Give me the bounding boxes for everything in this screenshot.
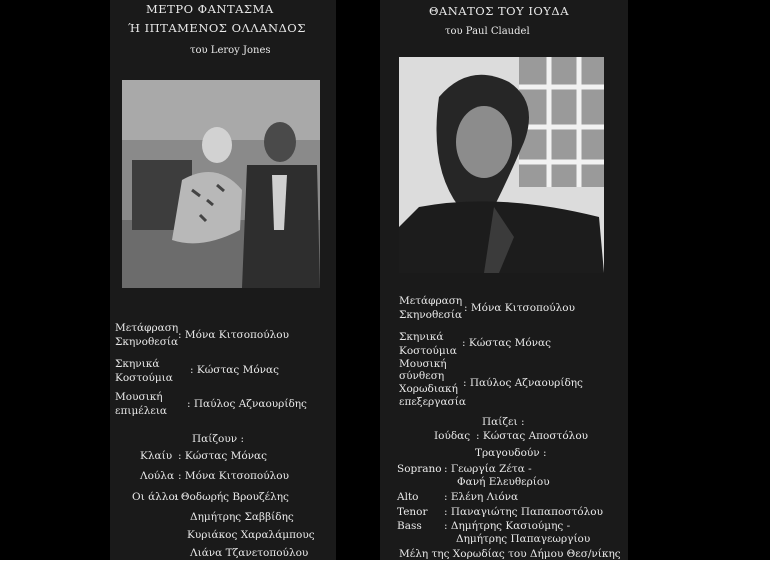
right-choir: Μέλη της Χορωδίας του Δήμου Θεσ/νίκης (399, 548, 621, 560)
right-margin (628, 0, 770, 560)
right-singer6-name: Δημήτρης Παπαγεωργίου (456, 533, 591, 545)
left-cast-heading: Παίζουν : (192, 433, 245, 445)
right-leaflet (380, 0, 628, 560)
left-other3: Λιάνα Τζανετοπούλου (190, 547, 309, 559)
right-plays-name: : Κώστας Αποστόλου (476, 430, 589, 442)
left-credit2-role2: Κοστούμια (115, 372, 173, 384)
left-title-line1: ΜΕΤΡΟ ΦΑΝΤΑΣΜΑ (146, 2, 274, 16)
left-cast1-name: : Κώστας Μόνας (178, 450, 267, 462)
left-cast3-name: : Θοδωρής Βρουζέλης (174, 491, 289, 503)
right-singer3-name: : Ελένη Λιόνα (444, 491, 519, 503)
left-cast1-role: Κλαίυ (140, 450, 173, 462)
right-singer5-voice: Bass (397, 520, 422, 532)
left-credit2-role1: Σκηνικά (115, 358, 160, 370)
left-credit2-name: : Κώστας Μόνας (190, 364, 279, 376)
left-credit1-name: : Μόνα Κιτσοπούλου (178, 329, 289, 341)
right-photo (399, 57, 604, 273)
left-title-line2: Ή ΙΠΤΑΜΕΝΟΣ ΟΛΛΑΝΔΟΣ (128, 21, 306, 35)
left-leaflet (110, 0, 336, 560)
left-photo (122, 80, 320, 288)
left-credit3-name: : Παύλος Αζναουρίδης (187, 398, 307, 410)
right-plays-heading: Παίζει : (482, 416, 525, 428)
left-credit3-role1: Μουσική (115, 391, 163, 403)
right-credit1-name: : Μόνα Κιτσοπούλου (464, 302, 575, 314)
left-other1: Δημήτρης Σαββίδης (190, 511, 294, 523)
left-cast2-role: Λούλα (140, 470, 175, 482)
right-sing-heading: Τραγουδούν : (475, 447, 547, 459)
right-singer4-name: : Παναγιώτης Παπαποστόλου (444, 506, 603, 518)
left-credit3-role2: επιμέλεια (115, 405, 168, 417)
right-credit3-role4: επεξεργασία (399, 396, 466, 408)
left-cast2-name: : Μόνα Κιτσοπούλου (178, 470, 289, 482)
left-author: του Leroy Jones (190, 45, 271, 56)
left-credit1-role2: Σκηνοθεσία (115, 336, 179, 348)
right-singer1-voice: Soprano (397, 463, 442, 475)
left-margin (0, 0, 118, 560)
right-credit3-role2: σύνθεση (399, 370, 445, 382)
right-singer5-name: : Δημήτρης Κασιούμης - (444, 520, 571, 532)
right-author: του Paul Claudel (445, 26, 530, 37)
right-credit1-role1: Μετάφραση (399, 295, 463, 307)
left-other2: Κυριάκος Χαραλάμπους (187, 529, 315, 541)
right-credit2-name: : Κώστας Μόνας (462, 337, 551, 349)
right-title: ΘΑΝΑΤΟΣ ΤΟΥ ΙΟΥΔΑ (429, 4, 570, 18)
right-singer2-name: Φανή Ελευθερίου (457, 476, 550, 488)
right-credit3-role3: Χορωδιακή (399, 383, 458, 395)
right-credit2-role1: Σκηνικά (399, 331, 444, 343)
left-credit1-role1: Μετάφραση (115, 322, 179, 334)
right-credit3-name: : Παύλος Αζναουρίδης (463, 377, 583, 389)
right-plays-role: Ιούδας (434, 430, 471, 442)
left-cast3-role: Οι άλλοι (132, 491, 179, 503)
right-credit1-role2: Σκηνοθεσία (399, 309, 463, 321)
right-singer4-voice: Tenor (397, 506, 428, 518)
right-singer3-voice: Alto (397, 491, 419, 503)
center-gap (335, 0, 380, 560)
right-credit2-role2: Κοστούμια (399, 345, 457, 357)
right-singer1-name: : Γεωργία Ζέτα - (444, 463, 532, 475)
right-credit3-role1: Μουσική (399, 358, 447, 370)
